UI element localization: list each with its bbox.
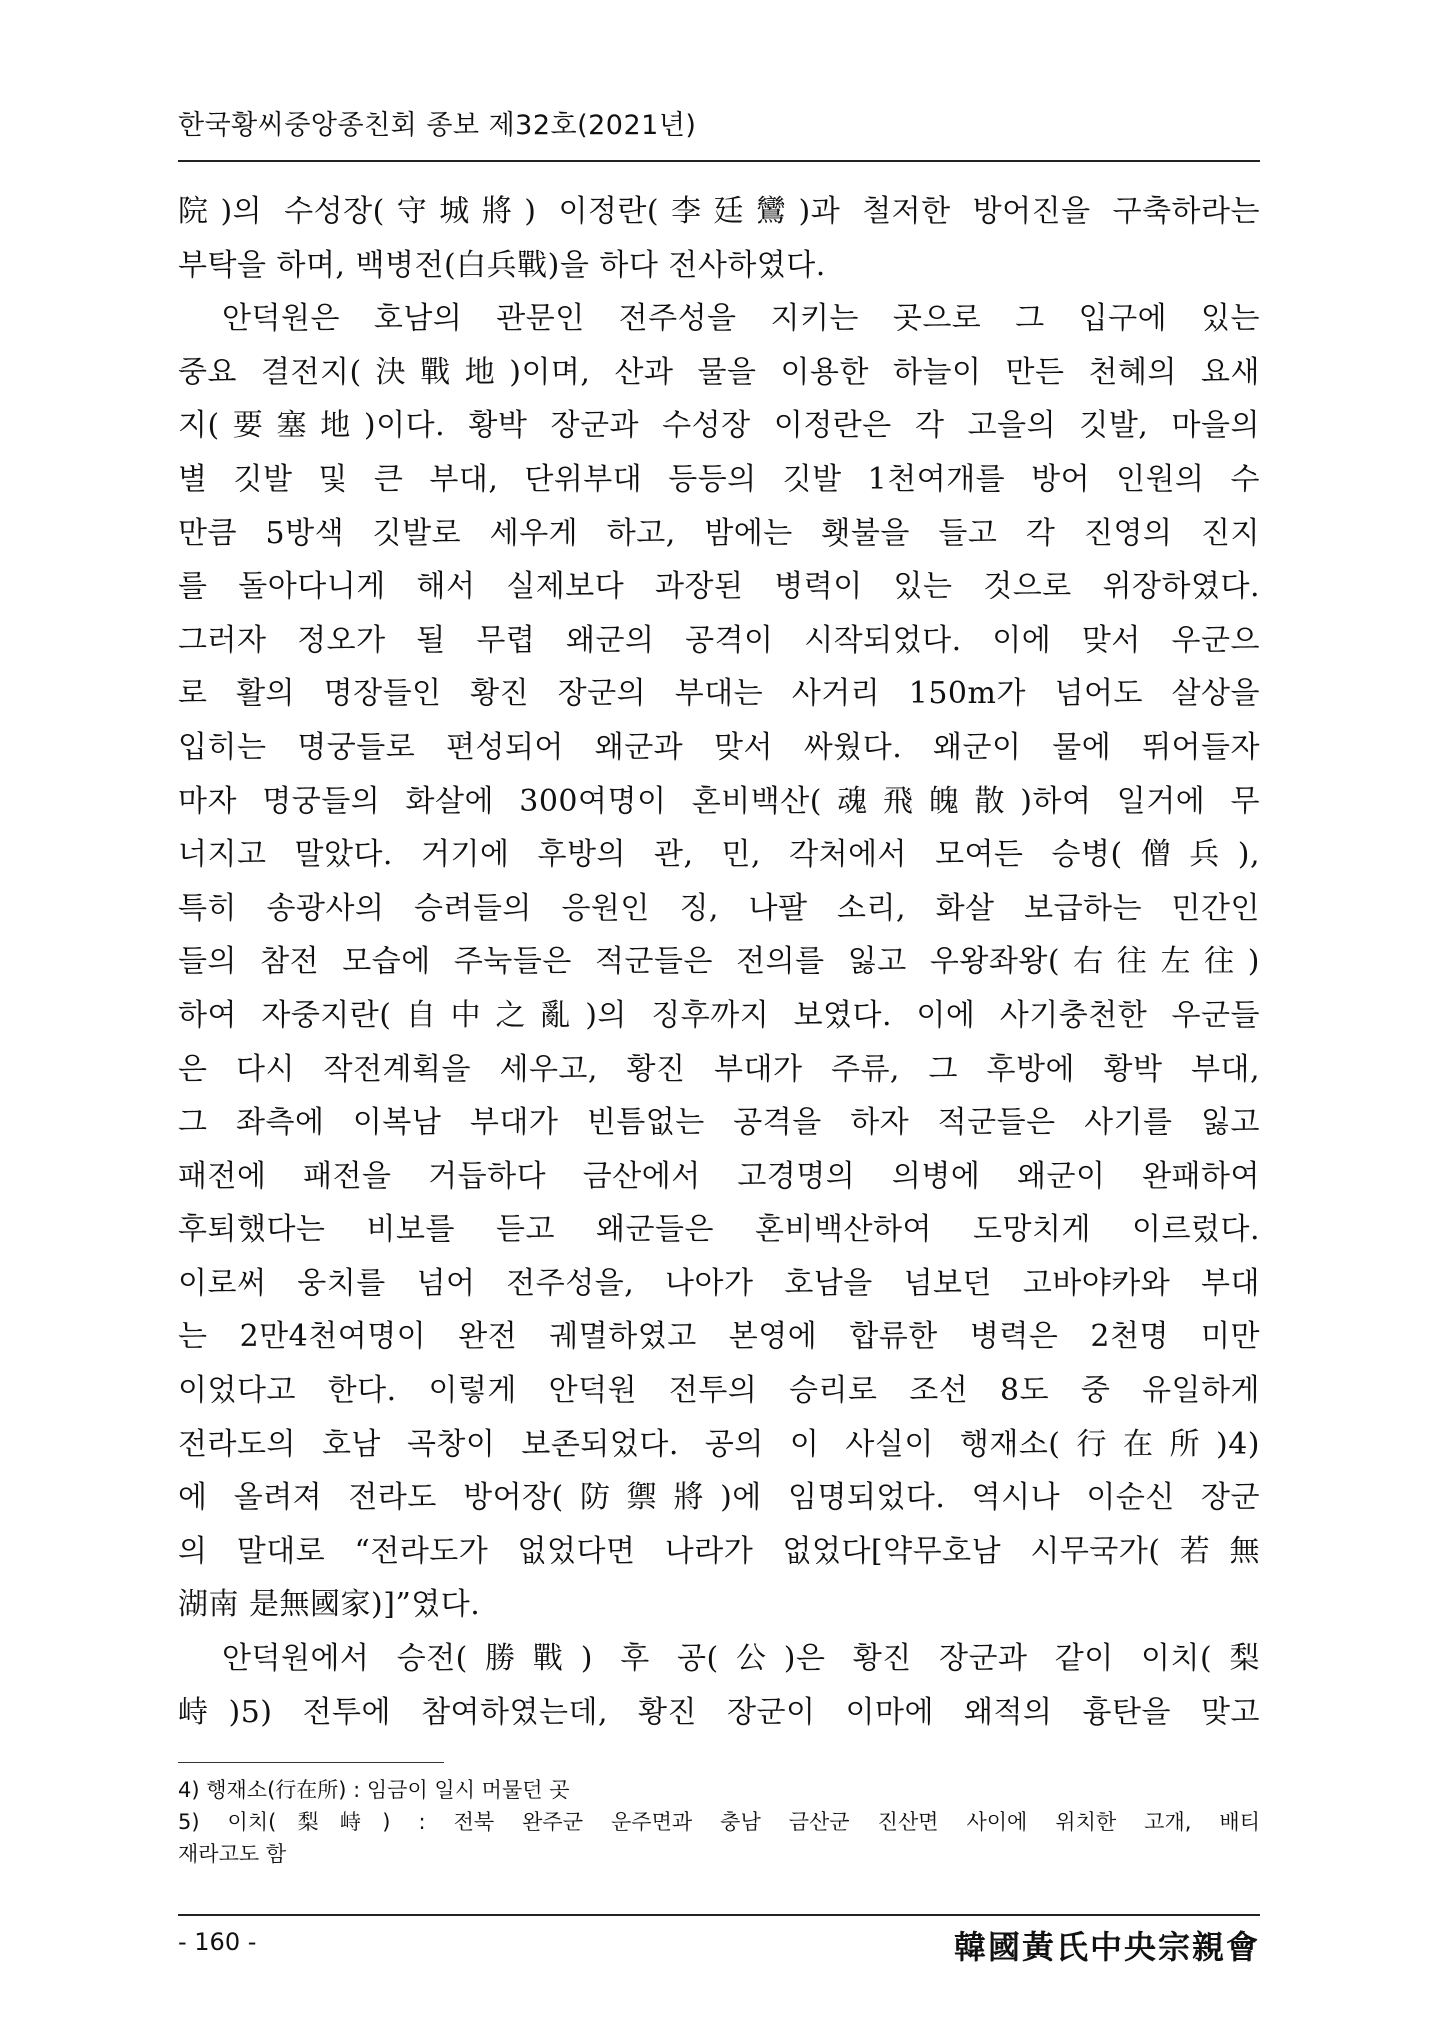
body-line: 별 깃발 및 큰 부대, 단위부대 등등의 깃발 1천여개를 방어 인원의 수 bbox=[178, 461, 1260, 497]
article-body bbox=[178, 185, 1260, 1739]
body-line: 부탁을 하며, 백병전(白兵戰)을 하다 전사하였다. bbox=[178, 247, 826, 283]
body-line: 院)의 수성장(守城將) 이정란(李廷鸞)과 철저한 방어진을 구축하라는 bbox=[178, 194, 1260, 229]
body-line: 중요 결전지(決戰地)이며, 산과 물을 이용한 하늘이 만든 천혜의 요새 bbox=[178, 354, 1260, 390]
header-divider bbox=[178, 160, 1260, 162]
footnote-divider bbox=[178, 1762, 444, 1763]
body-line: 는 2만4천여명이 완전 궤멸하였고 본영에 합류한 병력은 2천명 미만 bbox=[178, 1319, 1260, 1355]
body-line: 하여 자중지란(自中之亂)의 징후까지 보였다. 이에 사기충천한 우군들 bbox=[178, 997, 1260, 1033]
organization-logo: 韓國黃氏中央宗親會 bbox=[953, 1928, 1260, 1966]
footer-divider bbox=[178, 1914, 1260, 1916]
page-header bbox=[178, 110, 1260, 142]
body-line: 에 올려져 전라도 방어장(防禦將)에 임명되었다. 역시나 이순신 장군 bbox=[178, 1480, 1260, 1516]
body-line: 지(要塞地)이다. 황박 장군과 수성장 이정란은 각 고을의 깃발, 마을의 bbox=[178, 408, 1260, 444]
body-line: 로 활의 명장들인 황진 장군의 부대는 사거리 150m가 넘어도 살상을 bbox=[178, 676, 1260, 712]
footnote-4: 4) 행재소(行在所) : 임금이 일시 머물던 곳 bbox=[178, 1778, 570, 1802]
page-number: - 160 - bbox=[178, 1928, 257, 1956]
body-line: 입히는 명궁들로 편성되어 왜군과 맞서 싸웠다. 왜군이 물에 뛰어들자 bbox=[178, 729, 1260, 765]
body-line: 峙)5) 전투에 참여하였는데, 황진 장군이 이마에 왜적의 흉탄을 맞고 bbox=[178, 1694, 1260, 1730]
footnote-5-continued: 재라고도 함 bbox=[178, 1842, 287, 1866]
body-line: 너지고 말았다. 거기에 후방의 관, 민, 각처에서 모여든 승병(僧兵), bbox=[178, 837, 1260, 873]
body-line: 마자 명궁들의 화살에 300여명이 혼비백산(魂飛魄散)하여 일거에 무 bbox=[178, 783, 1260, 819]
body-line: 湖南 是無國家)]”였다. bbox=[178, 1587, 481, 1623]
body-line: 이로써 웅치를 넘어 전주성을, 나아가 호남을 넘보던 고바야카와 부대 bbox=[178, 1265, 1260, 1301]
body-line: 안덕원은 호남의 관문인 전주성을 지키는 곳으로 그 입구에 있는 bbox=[222, 301, 1260, 337]
body-line: 들의 참전 모습에 주눅들은 적군들은 전의를 잃고 우왕좌왕(右往左往) bbox=[178, 944, 1260, 980]
body-line: 그러자 정오가 될 무렵 왜군의 공격이 시작되었다. 이에 맞서 우군으 bbox=[178, 622, 1260, 658]
body-line: 의 말대로 “전라도가 없었다면 나라가 없었다[약무호남 시무국가(若無 bbox=[178, 1533, 1260, 1569]
body-line: 후퇴했다는 비보를 듣고 왜군들은 혼비백산하여 도망치게 이르렀다. bbox=[178, 1212, 1260, 1248]
body-line: 전라도의 호남 곡창이 보존되었다. 공의 이 사실이 행재소(行在所)4) bbox=[178, 1426, 1260, 1462]
publication-title: 한국황씨중앙종친회 종보 제32호(2021년) bbox=[178, 110, 697, 141]
footnotes bbox=[178, 1774, 1260, 1870]
body-line: 이었다고 한다. 이렇게 안덕원 전투의 승리로 조선 8도 중 유일하게 bbox=[178, 1373, 1260, 1409]
body-line: 그 좌측에 이복남 부대가 빈틈없는 공격을 하자 적군들은 사기를 잃고 bbox=[178, 1105, 1260, 1141]
footnote-5: 5) 이치(梨峙) : 전북 완주군 운주면과 충남 금산군 진산면 사이에 위치한 고개, 배티 bbox=[178, 1810, 1260, 1834]
body-line: 패전에 패전을 거듭하다 금산에서 고경명의 의병에 왜군이 완패하여 bbox=[178, 1158, 1260, 1194]
body-line: 만큼 5방색 깃발로 세우게 하고, 밤에는 횃불을 들고 각 진영의 진지 bbox=[178, 515, 1260, 551]
body-line: 안덕원에서 승전(勝戰) 후 공(公)은 황진 장군과 같이 이치(梨 bbox=[222, 1641, 1260, 1677]
body-line: 은 다시 작전계획을 세우고, 황진 부대가 주류, 그 후방에 황박 부대, bbox=[178, 1051, 1260, 1087]
body-line: 특히 송광사의 승려들의 응원인 징, 나팔 소리, 화살 보급하는 민간인 bbox=[178, 890, 1260, 926]
body-line: 를 돌아다니게 해서 실제보다 과장된 병력이 있는 것으로 위장하였다. bbox=[178, 569, 1260, 605]
